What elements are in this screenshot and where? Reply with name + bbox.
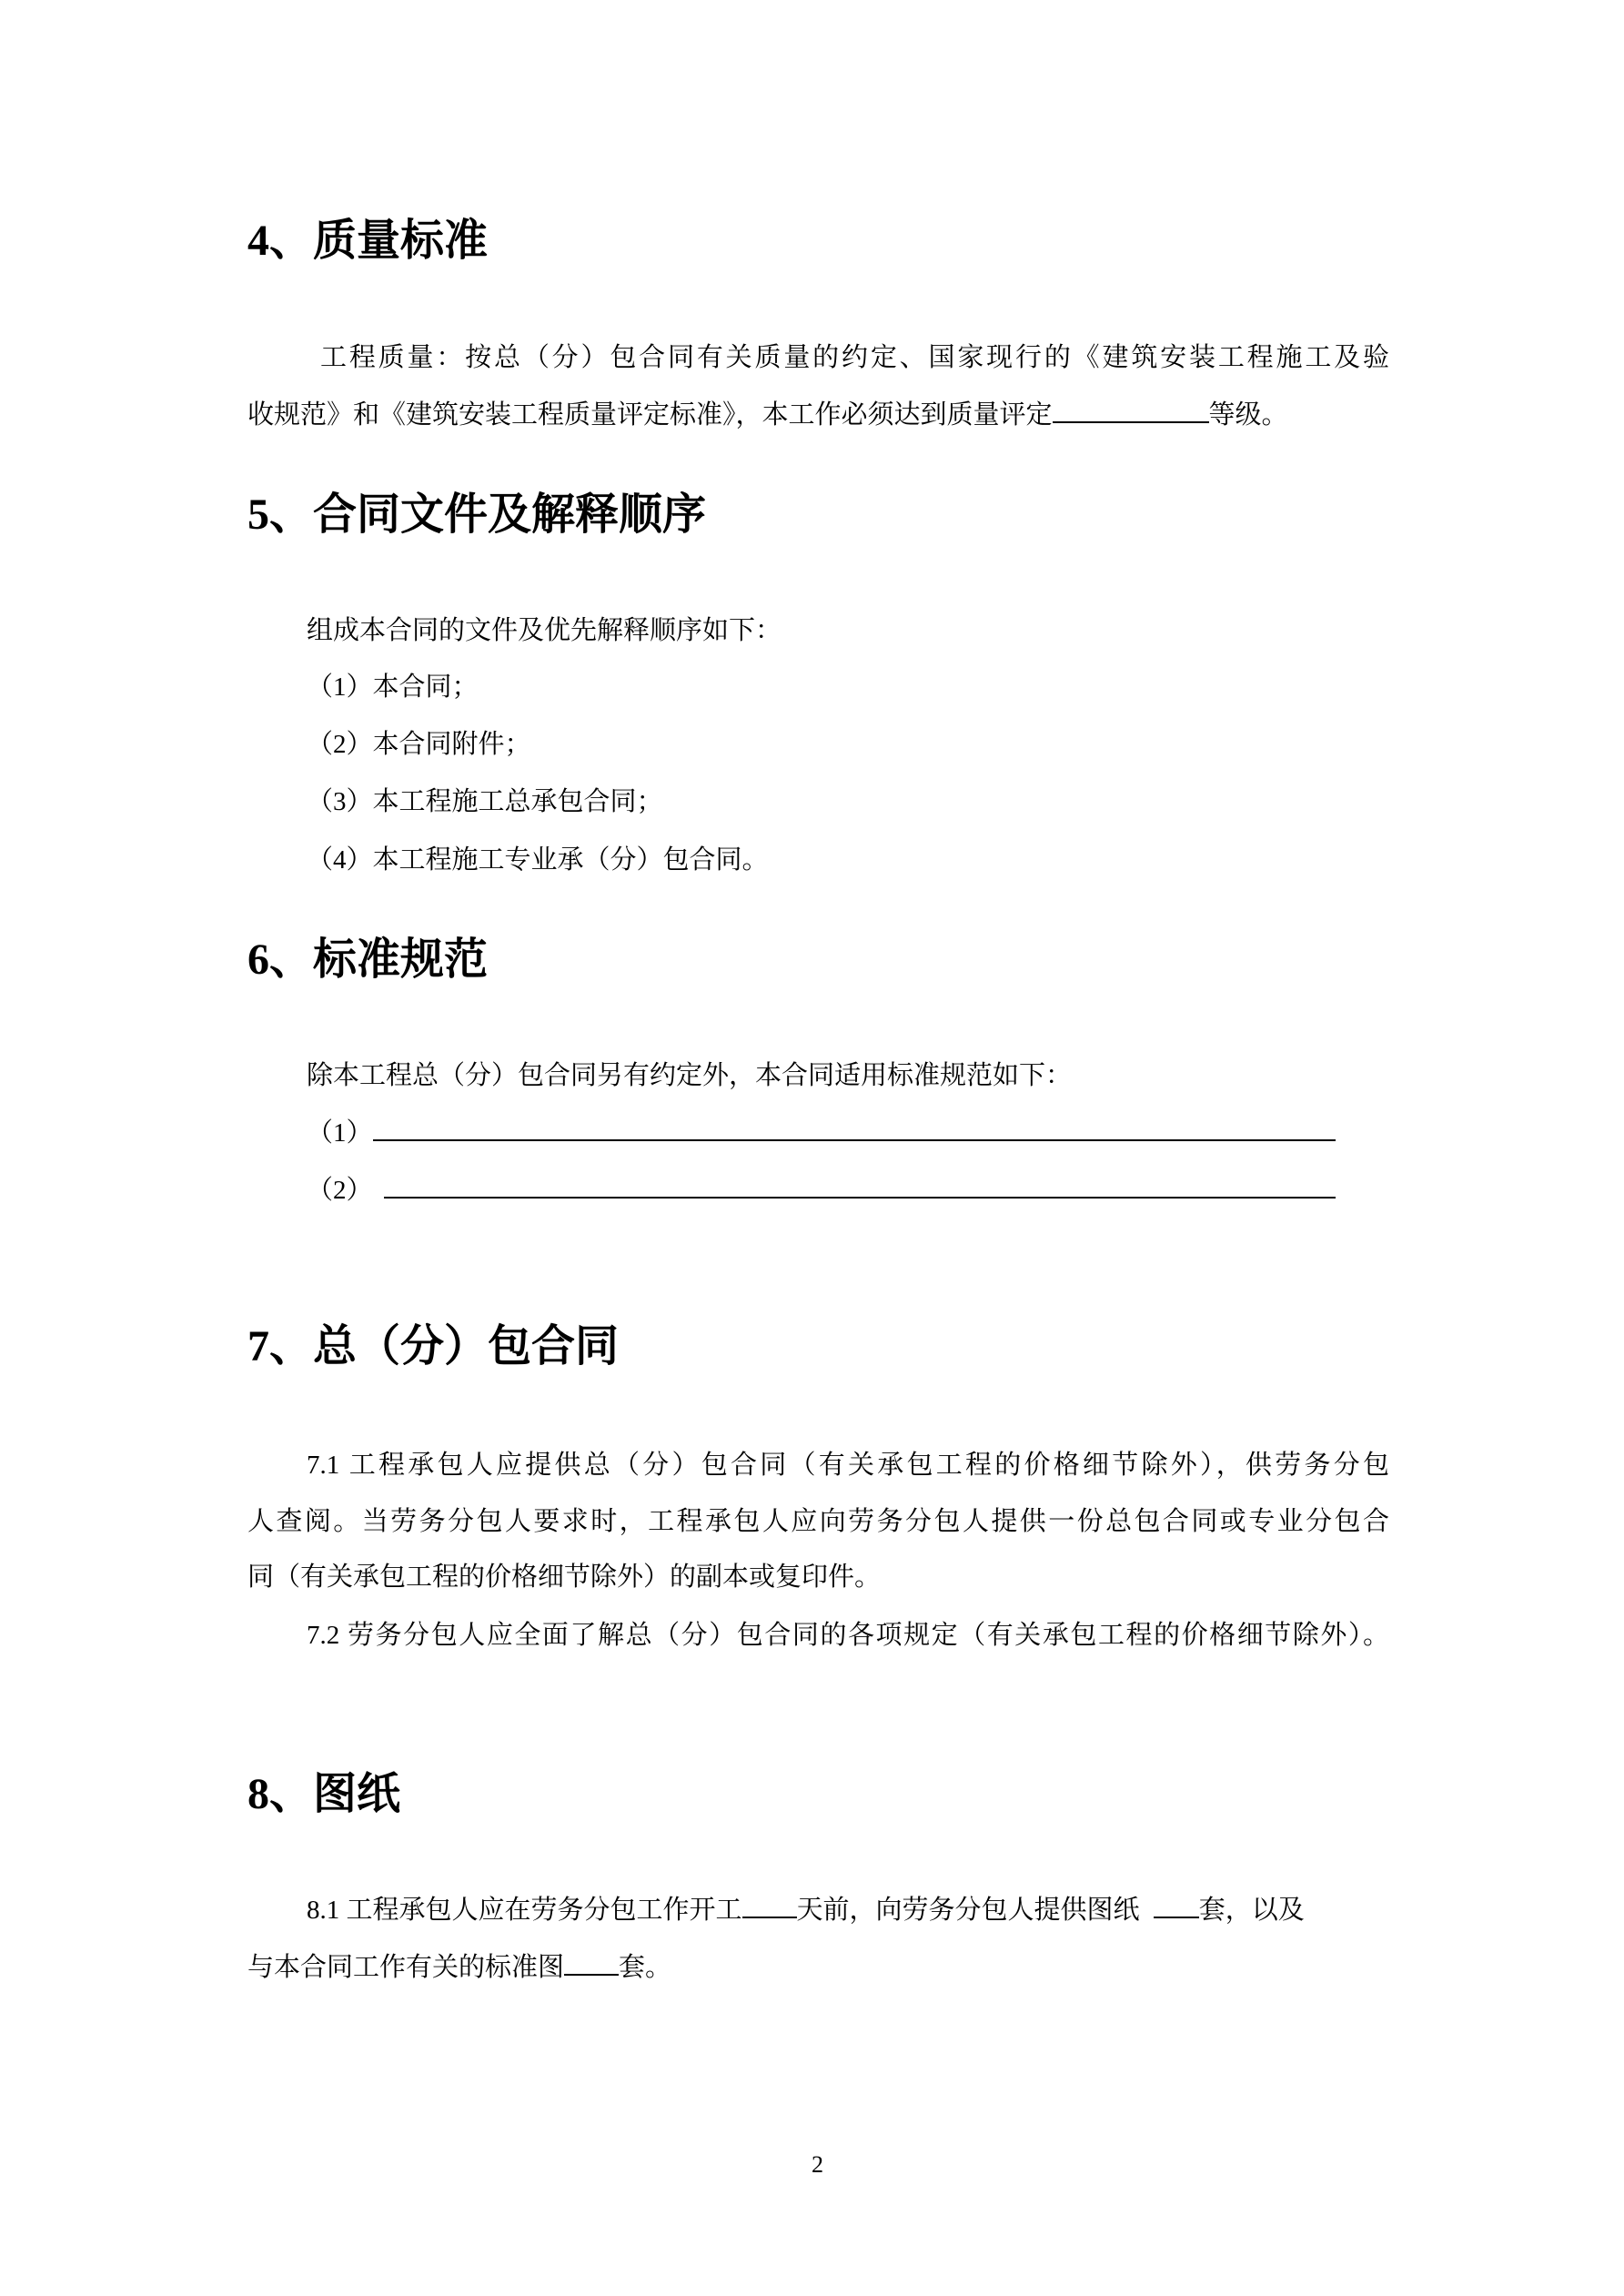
s5-item-4: （4）本工程施工专业承（分）包合同。 <box>307 845 769 875</box>
s8-text-d: 与本合同工作有关的标准图 <box>247 1953 565 1982</box>
standard-2-blank[interactable] <box>384 1173 1336 1199</box>
quality-grade-blank[interactable] <box>1053 398 1209 423</box>
s8-text-c: 套，以及 <box>1198 1896 1305 1925</box>
section-heading-4: 4、质量标准 <box>247 217 489 265</box>
s8-text-e: 套。 <box>619 1953 672 1982</box>
s4-line1: 工程质量：按总（分）包合同有关质量的约定、国家现行的《建筑安装工程施工及验 <box>320 343 1389 372</box>
s6-item-2-label: （2） <box>307 1176 373 1205</box>
section-heading-8: 8、图纸 <box>247 1770 401 1818</box>
s5-item-1: （1）本合同； <box>307 673 479 702</box>
s7-p1-line1: 7.1 工程承包人应提供总（分）包合同（有关承包工程的价格细节除外），供劳务分包 <box>307 1451 1389 1480</box>
s5-item-3: （3）本工程施工总承包合同； <box>307 787 663 816</box>
section-heading-5: 5、合同文件及解释顺序 <box>247 491 707 539</box>
s4-line2-text: 收规范》和《建筑安装工程质量评定标准》，本工作必须达到质量评定 <box>247 400 1053 430</box>
days-blank[interactable] <box>742 1893 797 1918</box>
s8-line1 <box>307 1892 1305 1928</box>
s4-line2-end: 等级。 <box>1208 400 1288 430</box>
page-number: 2 <box>812 2151 823 2178</box>
s6-item-1 <box>307 1115 1336 1151</box>
section-heading-6: 6、标准规范 <box>247 936 489 984</box>
section-heading-7: 7、总（分）包合同 <box>247 1322 620 1371</box>
standard-1-blank[interactable] <box>373 1116 1336 1141</box>
s5-item-2: （2）本合同附件； <box>307 730 531 759</box>
s6-item-1-label: （1） <box>307 1118 373 1148</box>
s6-item-2 <box>307 1172 1336 1209</box>
s7-p2: 7.2 劳务分包人应全面了解总（分）包合同的各项规定（有关承包工程的价格细节除外）。 <box>307 1621 1389 1650</box>
s8-text-a: 8.1 工程承包人应在劳务分包工作开工 <box>307 1896 742 1925</box>
s5-intro: 组成本合同的文件及优先解释顺序如下： <box>307 616 782 645</box>
s4-line2 <box>247 397 1288 433</box>
s8-line2 <box>247 1949 671 1986</box>
s7-p1-line2: 人查阅。当劳务分包人要求时，工程承包人应向劳务分包人提供一份总包合同或专业分包合 <box>247 1507 1389 1536</box>
s8-text-b: 天前，向劳务分包人提供图纸 <box>796 1896 1146 1925</box>
drawing-sets-blank[interactable] <box>1154 1893 1199 1918</box>
s6-intro: 除本工程总（分）包合同另有约定外，本合同适用标准规范如下： <box>307 1061 1073 1090</box>
s7-p1-line3: 同（有关承包工程的价格细节除外）的副本或复印件。 <box>247 1563 882 1592</box>
standard-drawing-sets-blank[interactable] <box>564 1950 619 1976</box>
